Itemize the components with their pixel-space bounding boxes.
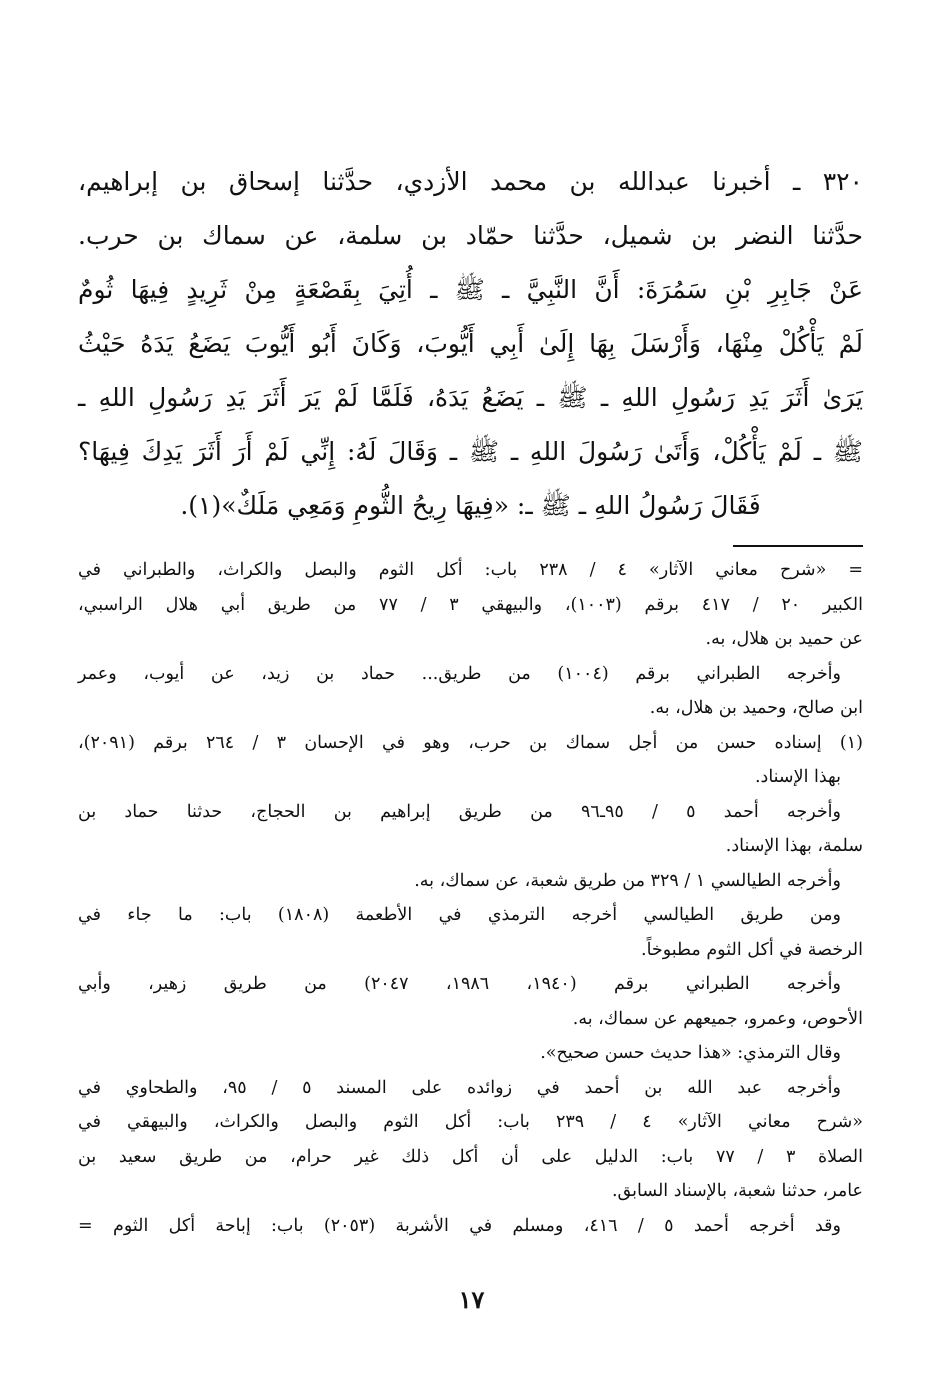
main-line-2: حدَّثنا النضر بن شميل، حدَّثنا حمّاد بن سلمة، عن سماك بن حرب. (78, 221, 863, 250)
footnote-line-11: ومن طريق الطيالسي أخرجه الترمذي في الأطعمة (١٨٠٨) باب: ما جاء في (78, 905, 841, 925)
footnote-line-15: وقال الترمذي: «هذا حديث حسن صحيح». (540, 1043, 841, 1063)
footnote-line-3: عن حميد بن هلال، به. (705, 629, 863, 649)
main-line-1: ٣٢٠ ـ أخبرنا عبدالله بن محمد الأزدي، حدَّثنا إسحاق بن إبراهيم، (78, 167, 863, 196)
footnote-line-9: سلمة، بهذا الإسناد. (725, 836, 863, 856)
main-text (78, 155, 863, 533)
footnote-line-4: وأخرجه الطبراني برقم (١٠٠٤) من طريق... حماد بن زيد، عن أيوب، وعمر (78, 663, 841, 684)
footnote-line-14: الأحوص، وعمرو، جميعهم عن سماك، به. (572, 1008, 863, 1029)
footnote-line-2: الكبير ٢٠ / ٤١٧ برقم (١٠٠٣)، والبيهقي ٣ / ٧٧ من طريق أبي هلال الراسبي، (78, 594, 863, 615)
footnote-line-19: عامر، حدثنا شعبة، بالإسناد السابق. (611, 1181, 863, 1201)
footnote-line-16: وأخرجه عبد الله بن أحمد في زوائده على المسند ٥ / ٩٥، والطحاوي في (78, 1077, 841, 1098)
footnote-line-8: وأخرجه أحمد ٥ / ٩٥ـ٩٦ من طريق إبراهيم بن الحجاج، حدثنا حماد بن (78, 801, 841, 822)
footnote-separator (733, 545, 863, 547)
footnote-line-7: بهذا الإسناد. (754, 767, 841, 787)
footnote-line-5: ابن صالح، وحميد بن هلال، به. (649, 698, 863, 718)
main-line-6: ﷺ ـ لَمْ يَأْكُلْ، وَأَتَىٰ رَسُولَ اللهِ ـ ﷺ ـ وَقَالَ لَهُ: إِنِّي لَمْ أَرَ أَثَرَ يَدِكَ فِيهَا؟ (78, 437, 863, 466)
footnote-line-10: وأخرجه الطيالسي ١ / ٣٢٩ من طريق شعبة، عن سماك، به. (414, 870, 841, 891)
footnote-line-18: الصلاة ٣ / ٧٧ باب: الدليل على أن أكل ذلك غير حرام، من طريق سعيد بن (78, 1146, 863, 1167)
footnote-line-6: (١) إسناده حسن من أجل سماك بن حرب، وهو في الإحسان ٣ / ٢٦٤ برقم (٢٠٩١)، (78, 732, 863, 753)
footnote-line-13: وأخرجه الطبراني برقم (١٩٤٠، ١٩٨٦، ٢٠٤٧) من طريق زهير، وأبي (78, 974, 841, 994)
main-line-4: لَمْ يَأْكُلْ مِنْهَا، وَأَرْسَلَ بِهَا إِلَىٰ أَبِي أَيُّوبَ، وَكَانَ أَبُو أَيُّوبَ يَضَعُ يَدَهُ حَيْثُ (78, 329, 863, 358)
footnote-line-20: وقد أخرجه أحمد ٥ / ٤١٦، ومسلم في الأشربة (٢٠٥٣) باب: إباحة أكل الثوم = (78, 1215, 841, 1236)
footnote-line-17: «شرح معاني الآثار» ٤ / ٢٣٩ باب: أكل الثوم والبصل والكراث، والبيهقي في (78, 1112, 864, 1132)
main-line-3: عَنْ جَابِرِ بْنِ سَمُرَةَ: أَنَّ النَّبِيَّ ـ ﷺ ـ أُتِيَ بِقَصْعَةٍ مِنْ ثَرِيدٍ فِيهَا ثُومٌ (78, 275, 863, 304)
page-number: ١٧ (458, 1285, 485, 1314)
footnote-line-1: = «شرح معاني الآثار» ٤ / ٢٣٨ باب: أكل الثوم والبصل والكراث، والطبراني في (78, 560, 864, 580)
footnote-line-12: الرخصة في أكل الثوم مطبوخاً. (641, 939, 863, 960)
footnotes (78, 553, 863, 1243)
main-line-7: فَقَالَ رَسُولُ اللهِ ـ ﷺ ـ: «فِيهَا رِيحُ الثُّومِ وَمَعِي مَلَكٌ»(١). (180, 491, 761, 520)
main-line-5: يَرَىٰ أَثَرَ يَدِ رَسُولِ اللهِ ـ ﷺ ـ يَضَعُ يَدَهُ، فَلَمَّا لَمْ يَرَ أَثَرَ يَدِ رَسُولِ اللهِ ـ (78, 383, 863, 412)
